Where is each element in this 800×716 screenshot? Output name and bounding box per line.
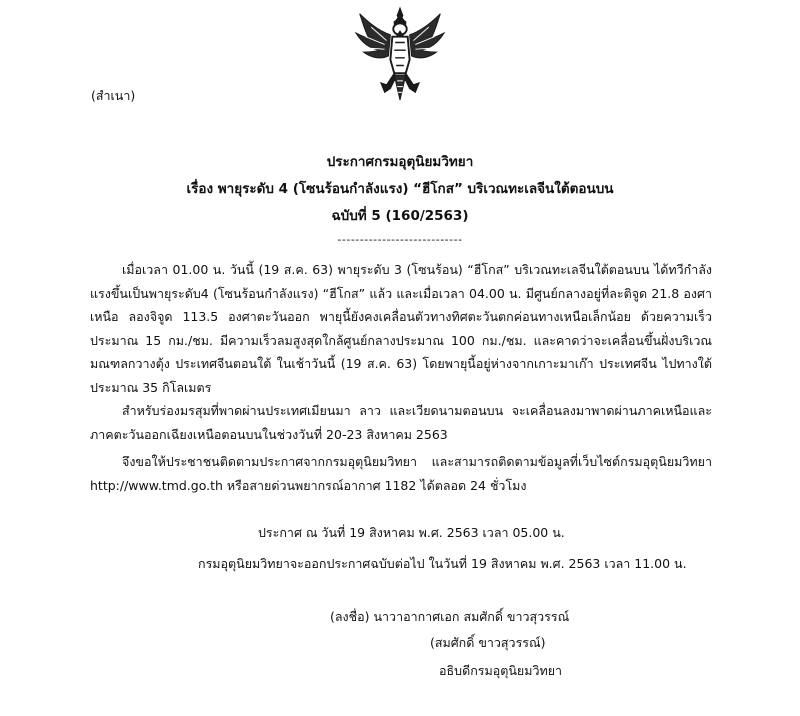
document-subject: เรื่อง พายุระดับ 4 (โซนร้อนกำลังแรง) “ฮีโกส” บริเวณทะเลจีนใต้ตอนบน — [186, 181, 614, 197]
signature-signed-line: (ลงชื่อ) นาวาอากาศเอก สมศักดิ์ ขาวสุวรรณ์ — [330, 609, 570, 624]
next-issue-notice: กรมอุตุนิยมวิทยาจะออกประกาศฉบับต่อไป ในวันที่ 19 สิงหาคม พ.ศ. 2563 เวลา 11.00 น. — [198, 556, 687, 571]
paragraph-monsoon-trough: สำหรับร่องมรสุมที่พาดผ่านประเทศเมียนมา ลาว และเวียดนามตอนบน จะเคลื่อนลงมาพาดผ่านภาคเหนือและภาคตะวันออกเฉียงเหนือตอนบนในช่วงวันที่ 20-23 สิงหาคม 2563 — [90, 403, 712, 442]
paragraph-storm-status: เมื่อเวลา 01.00 น. วันนี้ (19 ส.ค. 63) พายุระดับ 3 (โซนร้อน) “ฮีโกส” บริเวณทะเลจีนใต้ตอนบน ได้ทวีกำลังแรงขึ้นเป็นพายุระดับ4 (โซนร้อนกำลังแรง) “ฮีโกส” แล้ว และเมื่อเวลา 04.00 น. มีศูนย์กลางอยู่ที่ละติจูด 21.8 องศาเหนือ ลองจิจูด 113.5 องศาตะวันออก พายุนี้ยังคงเคลื่อนตัวทางทิศตะวันตกค่อนทางเหนือเล็กน้อย ด้วยความเร็วประมาณ 15 กม./ชม. มีความเร็วลมสูงสุดใกล้ศูนย์กลางประมาณ 100 กม./ชม. และคาดว่าจะเคลื่อนขึ้นฝั่งบริเวณมณฑลกวางตุ้ง ประเทศจีนตอนใต้ ในเช้าวันนี้ (19 ส.ค. 63) โดยพายุนี้อยู่ห่างจากเกาะมาเก๊า ประเทศจีน ไปทางใต้ประมาณ 35 กิโลเมตร — [90, 262, 712, 395]
signature-name: (สมศักดิ์ ขาวสุวรรณ์) — [430, 635, 546, 650]
body-section-main — [90, 258, 712, 446]
document-issue-number: ฉบับที่ 5 (160/2563) — [331, 208, 469, 224]
signature-position: อธิบดีกรมอุตุนิยมวิทยา — [439, 663, 563, 678]
garuda-emblem-icon — [351, 6, 449, 102]
announcement-date: ประกาศ ณ วันที่ 19 สิงหาคม พ.ศ. 2563 เวลา 05.00 น. — [258, 525, 565, 540]
copy-mark: (สำเนา) — [91, 88, 136, 103]
document-title: ประกาศกรมอุตุนิยมวิทยา — [326, 154, 474, 170]
paragraph-public-advice: จึงขอให้ประชาชนติดตามประกาศจากกรมอุตุนิยมวิทยา และสามารถติดตามข้อมูลที่เว็บไซต์กรมอุตุนิยมวิทยา http://www.tmd.go.th หรือสายด่วนพยากรณ์อากาศ 1182 ได้ตลอด 24 ชั่วโมง — [90, 454, 712, 493]
separator-line: ---------------------------- — [337, 233, 463, 246]
body-section-advice — [90, 450, 712, 497]
